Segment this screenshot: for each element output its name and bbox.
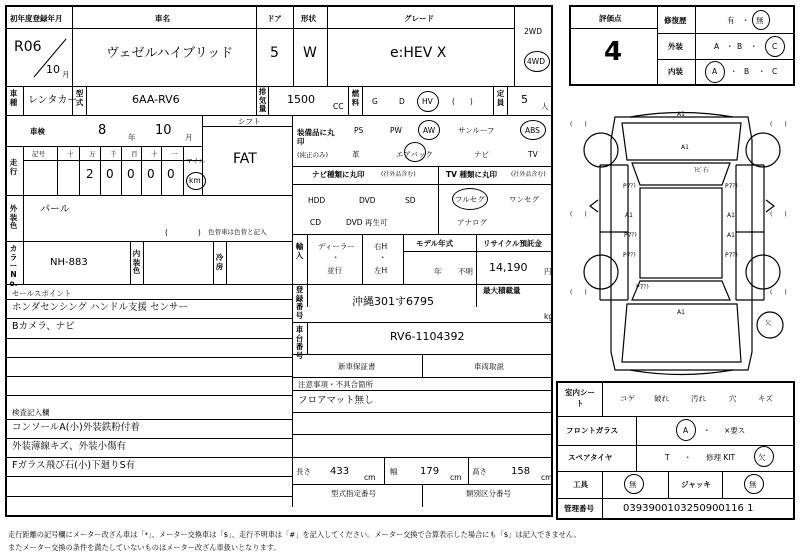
mileage-digit-label-1: 一 [171, 150, 178, 158]
int-grade-dot2: ・ [758, 67, 766, 76]
width-unit: cm [450, 473, 462, 482]
equip-tv: TV [528, 150, 538, 159]
sales-point-line-1: ホンダセンシング ハンドル支援 センサー [12, 302, 188, 313]
int-grade-c: C [772, 67, 778, 76]
equip-airbag: エアバック [396, 150, 433, 159]
reg-era: R06 [14, 39, 42, 55]
ext-color-label: 外装色 [9, 204, 18, 231]
diagram-bracket-br: ( ) [770, 289, 787, 296]
ext-color-value: パール [40, 204, 70, 215]
chassis-label: 車台番号 [295, 325, 304, 360]
type-approval-label: 型式指定番号 [331, 489, 376, 498]
shift-value: FAT [233, 151, 257, 167]
steering-right: 右H [374, 242, 388, 251]
score-value: 4 [604, 37, 623, 67]
mileage-digit-label-100: 百 [131, 150, 138, 158]
recycle-unit: 円 [544, 267, 552, 276]
diagram-mark-lf2: A1 [625, 212, 633, 219]
tv-label: TV 種類に丸印 [446, 170, 498, 179]
inspection-month-unit: 月 [185, 133, 193, 142]
fuel-paren: ( ) [452, 97, 473, 106]
fuel-d: D [399, 97, 405, 106]
mgmt-no-value: 0393900103250900116 1 [623, 503, 754, 514]
spare-tire-dot: ・ [684, 453, 692, 462]
mileage-km: km [189, 176, 201, 185]
fuel-hv: HV [422, 97, 433, 106]
reg-no-label: 登録番号 [295, 285, 304, 320]
length-value: 433 [330, 466, 350, 477]
tv-analog: アナログ [457, 218, 487, 227]
shape-label: 形状 [301, 14, 316, 23]
model-year-label: モデル年式 [416, 239, 454, 248]
height-unit: cm [541, 473, 553, 482]
mileage-digit-label-10k: 万 [89, 150, 96, 158]
drive-2wd: 2WD [524, 27, 542, 36]
repair-no: 無 [756, 16, 764, 25]
navi-dvd: DVD [359, 196, 376, 205]
tv-fullseg: フルセグ [455, 195, 485, 204]
mgmt-no-label: 管理番号 [564, 504, 594, 513]
reg-month-unit: 月 [62, 70, 70, 79]
max-load-label: 最大積載量 [483, 286, 521, 295]
inspector-line-3: Fガラス飛び石(小)下廻りS有 [12, 460, 136, 471]
import-label: 輸入 [295, 242, 304, 260]
diagram-mark-rf2: A1 [727, 212, 735, 219]
int-grade-dot1: ・ [730, 67, 738, 76]
diagram-mark-rear2: P7ｱﾄ [636, 284, 650, 291]
int-grade-b: B [744, 67, 750, 76]
spare-tire-none: 欠 [758, 453, 766, 462]
shift-label: シフト [238, 117, 261, 126]
int-grade-a: A [712, 67, 718, 76]
steering-left: 左H [374, 266, 388, 275]
length-unit: cm [364, 473, 376, 482]
diagram-mark-hood: A1 [681, 144, 689, 151]
diagram-mark-roof1: P7ｱﾄ [624, 232, 638, 239]
repair-label: 修復歴 [664, 16, 687, 25]
displacement-value: 1500 [287, 93, 315, 106]
manual-label: 車両取説 [474, 362, 504, 371]
diagram-bracket-bl: ( ) [570, 289, 587, 296]
reg-month: 10 [46, 63, 60, 76]
int-color-label: 内装色 [132, 249, 141, 276]
tools-label: 工具 [573, 480, 588, 489]
import-dot: ・ [332, 253, 340, 262]
equip-sunroof: サンルーフ [458, 126, 495, 135]
warranty-label: 新車保証書 [338, 362, 376, 371]
model-name-value: ヴェゼルハイブリッド [106, 46, 234, 61]
tv-sub: (社外品含む) [511, 171, 546, 178]
jack-label: ジャッキ [681, 480, 711, 489]
door-label: ドア [267, 14, 282, 23]
import-dealer: ディーラー [318, 242, 355, 251]
model-type-value: 6AA-RV6 [132, 93, 180, 106]
chassis-value: RV6-1104392 [390, 330, 465, 343]
equipment-label: 装備品に丸印 [297, 128, 335, 146]
windshield-a: A [683, 426, 689, 435]
capacity-value: 5 [521, 93, 528, 106]
reg-year-label: 初年度登録年月 [10, 14, 63, 23]
grade-value: e:HEV X [390, 45, 447, 61]
height-value: 158 [511, 466, 531, 477]
fuel-label: 燃料 [351, 89, 360, 107]
ac-label: 冷房 [215, 253, 224, 271]
fuel-g: G [372, 97, 378, 106]
interior-sheet-item-1: コゲ [620, 394, 635, 403]
footnote-1: 走行距離の記号欄にメーター改ざん車は「*」、メーター交換車は「$」、走行不明車は「#」を記入してください。メーター交換で合算表示した場合にも「$」は記入できません。 [8, 530, 581, 539]
interior-sheet-item-5: キズ [758, 394, 773, 403]
windshield-dot: ・ [703, 426, 711, 435]
int-grade-label: 内装 [668, 67, 683, 76]
navi-cd: CD [310, 218, 322, 227]
navi-dvd-play: DVD 再生可 [346, 218, 388, 227]
displacement-unit: CC [333, 102, 344, 111]
length-label: 長さ [296, 467, 311, 476]
mileage-label: 走行 [9, 158, 18, 176]
color-no-value: NH-883 [50, 257, 88, 268]
ext-grade-dot2: ・ [750, 42, 758, 51]
navi-sub: (社外品含む) [381, 171, 416, 178]
model-year-unit: 年 [434, 267, 442, 276]
color-no-label: カラーNo. [9, 244, 18, 288]
inspection-year-unit: 年 [128, 133, 136, 142]
diagram-bracket-ml: ( ) [570, 211, 587, 218]
diagram-mark-trunk: A1 [677, 309, 685, 316]
mileage-digit-10k0: 2 [86, 167, 94, 181]
mileage-sym-label: 記号 [32, 150, 45, 158]
drive-4wd: 4WD [527, 57, 545, 66]
displacement-label: 排気量 [258, 87, 267, 114]
width-value: 179 [420, 466, 440, 477]
ext-color-note: 色替車は色替と記入 [208, 228, 267, 236]
recycle-value: 14,190 [489, 261, 528, 274]
reg-no-value: 沖縄301す6795 [352, 295, 434, 308]
diagram-mark-rear1: A1 [727, 232, 735, 239]
max-load-unit: kg [544, 312, 554, 321]
ext-grade-dot1: ・ [726, 42, 734, 51]
mileage-digit-label-10k0: 十 [67, 150, 74, 158]
inspector-label: 検査記入欄 [12, 408, 50, 417]
diagram-mark-front: A1 [677, 111, 685, 118]
diagram-bracket-tr: ( ) [770, 121, 787, 128]
tools-value: 無 [629, 480, 637, 489]
equip-navi: ナビ [474, 150, 489, 159]
door-value: 5 [270, 45, 279, 61]
interior-sheet-item-4: 穴 [729, 394, 737, 403]
mileage-digit-label-10: 十 [151, 150, 158, 158]
windshield-label: フロントガラス [566, 426, 619, 435]
equip-ps: PS [354, 126, 364, 135]
equip-abs: ABS [525, 126, 540, 135]
mileage-digit-label-1k: 千 [110, 150, 117, 158]
ext-grade-c: C [772, 42, 778, 51]
equip-pw: PW [390, 126, 402, 135]
inspection-year: 8 [98, 123, 107, 138]
spare-tire-label: スペアタイヤ [568, 453, 613, 462]
interior-sheet-item-2: 破れ [654, 394, 669, 403]
equipment-sub: (純正のみ) [297, 151, 329, 159]
repair-yes: 有 [727, 16, 735, 25]
diagram-mark-ld: P7ｱﾄ [623, 252, 637, 259]
mileage-digit-1: 0 [167, 167, 175, 181]
tv-oneseg: ワンセグ [509, 195, 539, 204]
notes-value: フロアマット無し [298, 395, 374, 406]
height-label: 高さ [472, 467, 487, 476]
score-label: 評価点 [599, 14, 622, 23]
diagram-mark-rd: P7ｱﾄ [725, 252, 739, 259]
inspector-line-1: コンソールA(小)外装鉄粉付着 [12, 422, 140, 433]
notes-label: 注意事項・不具合箇所 [298, 380, 373, 389]
footnote-2: またメーター交換の条件を満たしていないものはメーター改ざん車扱いとなります。 [8, 543, 281, 552]
navi-hdd: HDD [308, 196, 326, 205]
model-type-label: 型式 [75, 89, 84, 107]
interior-sheet-item-3: 汚れ [691, 394, 706, 403]
ext-color-paren: ( ) [165, 228, 201, 237]
capacity-unit: 人 [541, 102, 549, 111]
inspector-line-2: 外装薄線キズ、外装小傷有 [12, 441, 127, 452]
jack-value: 無 [749, 480, 757, 489]
diagram-mark-rf1: P7ｱﾄ [725, 183, 739, 190]
category-label: 車種 [9, 89, 18, 107]
diagram-bracket-mr: ( ) [770, 211, 787, 218]
equip-aw: AW [423, 126, 436, 135]
repair-dot: ・ [742, 16, 750, 25]
navi-label: ナビ種類に丸印 [312, 170, 365, 179]
diagram-mark-windshield: ﾄﾋﾞ石 [694, 167, 710, 174]
model-year-unknown: 不明 [458, 267, 473, 276]
mileage-digit-1k: 0 [106, 167, 114, 181]
sales-point-line-2: Bカメラ、ナビ [12, 321, 75, 332]
category-value: レンタカー [28, 95, 78, 106]
class-no-label: 類別区分番号 [466, 489, 511, 498]
mileage-digit-100: 0 [127, 167, 135, 181]
equip-leather: 革 [352, 150, 360, 159]
spare-tire-kit: 修理 KIT [706, 453, 736, 462]
navi-sd: SD [405, 196, 416, 205]
interior-sheet-label: 室内シート [565, 388, 595, 408]
diagram-bracket-tl: ( ) [570, 121, 587, 128]
sales-points-label: セールスポイント [12, 289, 72, 298]
capacity-label: 定員 [496, 89, 505, 107]
ext-grade-b: B [737, 42, 743, 51]
width-label: 幅 [390, 467, 398, 476]
inspection-label: 車検 [30, 127, 45, 136]
model-name-label: 車名 [155, 14, 170, 23]
diagram-mark-lf1: P7ｱﾄ [623, 183, 637, 190]
mileage-digit-10: 0 [147, 167, 155, 181]
steering-dot: ・ [379, 253, 387, 262]
windshield-replace: ×要ス [724, 426, 746, 435]
ext-grade-label: 外装 [668, 42, 683, 51]
recycle-label: リサイクル預託金 [483, 239, 542, 248]
ext-grade-a: A [714, 42, 720, 51]
import-parallel: 並行 [327, 266, 342, 275]
inspection-month: 10 [155, 123, 172, 138]
spare-tire-t: T [665, 453, 670, 462]
shape-value: W [303, 45, 317, 61]
grade-label: グレード [404, 14, 434, 23]
diagram-mark-missing: 欠 [765, 320, 772, 327]
mileage-mile-label: マイル [186, 157, 206, 165]
